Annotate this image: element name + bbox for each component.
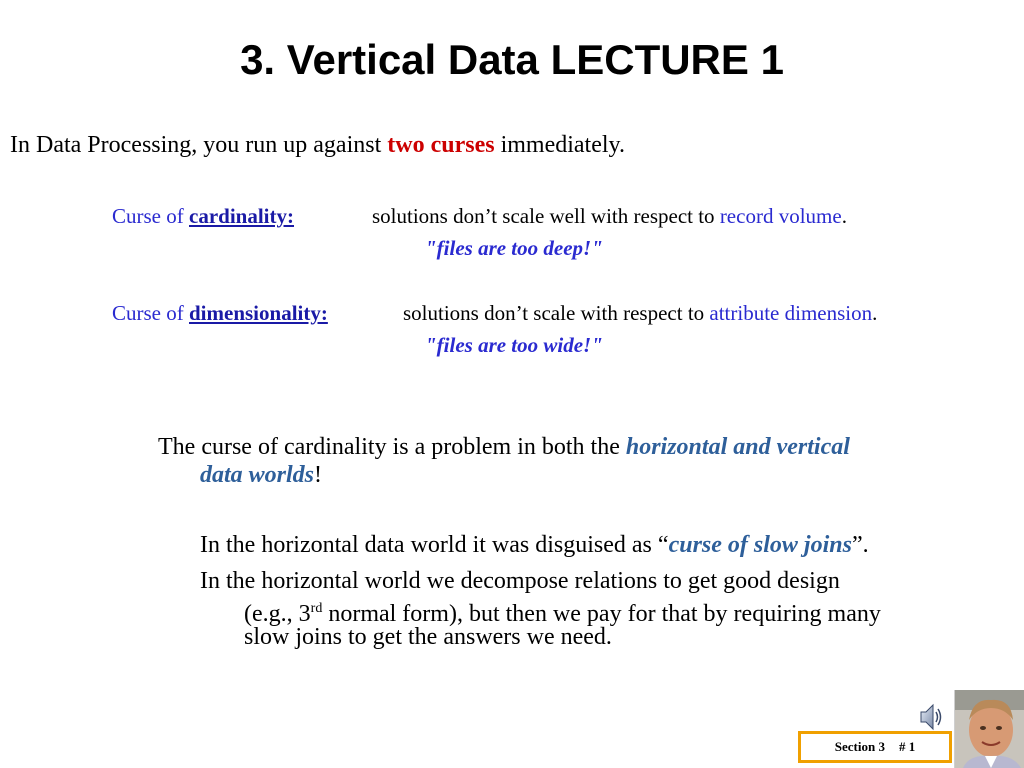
- intro-text-after: immediately.: [494, 132, 625, 158]
- slow-joins-close: ”.: [851, 532, 869, 558]
- attribute-dimension-term: attribute dimension: [709, 301, 873, 325]
- curse-dimensionality-line: [112, 299, 328, 327]
- speaker-icon[interactable]: [918, 700, 946, 734]
- cardinality-term: cardinality:: [189, 204, 294, 228]
- desc-period: .: [841, 204, 847, 228]
- slow-joins-line: [200, 530, 869, 560]
- files-too-wide-quote: "files are too wide!": [425, 333, 603, 357]
- slow-joins-text: In the horizontal data world it was disguised as “: [200, 532, 669, 558]
- files-too-deep-quote: "files are too deep!": [425, 236, 603, 260]
- normal-form-rest: normal form), but then we pay for that by requiring many: [322, 601, 881, 627]
- curse-dimensionality-desc: [403, 299, 877, 327]
- decompose-line3: slow joins to get the answers we need.: [244, 624, 612, 650]
- cardinality-note-line2: [200, 460, 322, 490]
- data-worlds-emph: data worlds: [200, 462, 315, 488]
- cardinality-note-line1: [158, 432, 850, 462]
- slide-number: # 1: [898, 739, 916, 754]
- desc-period: .: [872, 301, 878, 325]
- dimensionality-term: dimensionality:: [189, 301, 328, 325]
- intro-line: [10, 130, 625, 160]
- slide-title: 3. Vertical Data LECTURE 1: [240, 36, 784, 83]
- curse-cardinality-line: [112, 202, 294, 230]
- curse-prefix: Curse of: [112, 301, 189, 325]
- presenter-photo: [954, 690, 1024, 768]
- note-text: The curse of cardinality is a problem in both the: [158, 434, 626, 460]
- decompose-line1: In the horizontal world we decompose relations to get good design: [200, 568, 840, 594]
- normal-form-text: (e.g., 3: [244, 601, 311, 627]
- intro-text-before: In Data Processing, you run up against: [10, 132, 388, 158]
- curse-prefix: Curse of: [112, 204, 189, 228]
- horizontal-vertical-emph: horizontal and vertical: [625, 434, 850, 460]
- desc-text: solutions don’t scale well with respect to: [372, 204, 720, 228]
- curse-cardinality-desc: [372, 202, 847, 230]
- section-footer: [798, 731, 952, 763]
- desc-text: solutions don’t scale with respect to: [403, 301, 710, 325]
- ordinal-superscript: rd: [310, 601, 323, 616]
- curse-of-slow-joins-emph: curse of slow joins: [668, 532, 852, 558]
- two-curses-highlight: two curses: [387, 132, 495, 158]
- note-exclamation: !: [314, 462, 323, 488]
- record-volume-term: record volume: [719, 204, 842, 228]
- section-label: Section 3: [834, 739, 885, 754]
